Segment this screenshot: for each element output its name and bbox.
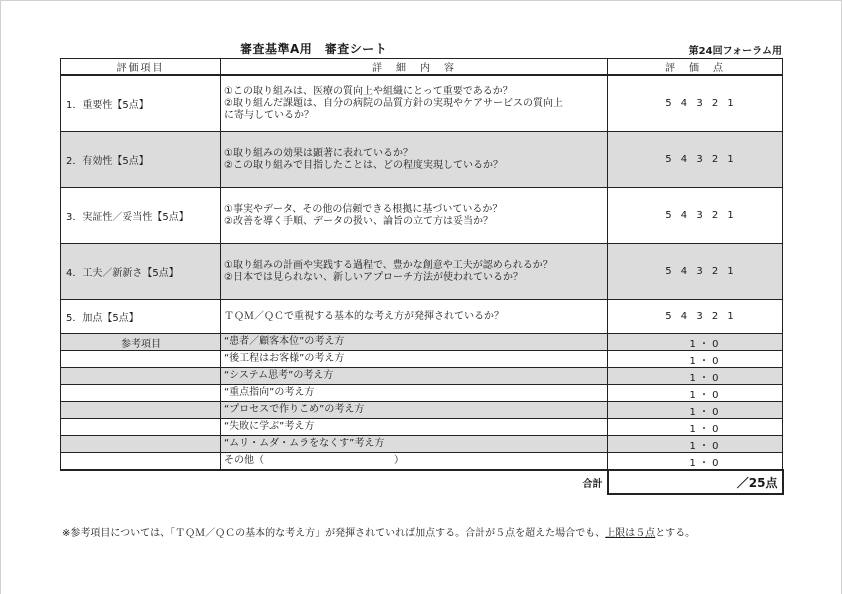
reference-empty-cell <box>61 419 221 436</box>
detail-line: ①取り組みの計画や実践する過程で、豊かな創意や工夫が認められるか？ <box>224 259 553 271</box>
page-border-left <box>0 0 1 594</box>
reference-item: その他（ ） <box>221 453 608 471</box>
footnote-limit-text: 上限は <box>605 528 636 539</box>
total-value[interactable]: ／25点 <box>608 470 783 494</box>
footnote <box>62 524 822 539</box>
reference-empty-cell <box>61 368 221 385</box>
criterion-detail <box>221 132 608 188</box>
reference-row <box>61 334 783 351</box>
detail-line: ②改善を導く手順、データの扱い、論旨の立て方は妥当か？ <box>224 215 493 227</box>
detail-line: に寄与しているか？ <box>224 109 314 121</box>
reference-row <box>61 436 783 453</box>
page-border-top <box>0 0 842 1</box>
score-scale[interactable]: 5 4 3 2 1 <box>608 75 783 132</box>
criterion-row-validity <box>61 188 783 244</box>
reference-row <box>61 453 783 471</box>
score-scale[interactable]: 5 4 3 2 1 <box>608 300 783 334</box>
total-spacer <box>61 470 221 494</box>
footnote-limit-value: ５点 <box>635 528 656 539</box>
criterion-label: 3．実証性／妥当性【5点】 <box>61 188 221 244</box>
total-row <box>61 470 783 494</box>
criterion-label: 5．加点【5点】 <box>61 300 221 334</box>
reference-row <box>61 351 783 368</box>
detail-line: ＴＱＭ／ＱＣで重視する基本的な考え方が発揮されているか？ <box>224 310 504 322</box>
reference-score[interactable]: 1 ・ 0 <box>608 351 783 368</box>
score-scale[interactable]: 5 4 3 2 1 <box>608 132 783 188</box>
reference-empty-cell <box>61 453 221 471</box>
reference-empty-cell <box>61 351 221 368</box>
criterion-label: 2．有効性【5点】 <box>61 132 221 188</box>
column-header-detail: 詳 細 内 容 <box>221 59 608 76</box>
reference-score[interactable]: 1 ・ 0 <box>608 453 783 471</box>
reference-empty-cell <box>61 385 221 402</box>
reference-score[interactable]: 1 ・ 0 <box>608 402 783 419</box>
detail-line: ②取り組んだ課題は、自分の病院の品質方針の実現やケアサービスの質向上 <box>224 97 563 109</box>
reference-row <box>61 368 783 385</box>
reference-score[interactable]: 1 ・ 0 <box>608 419 783 436</box>
detail-line: ①この取り組みは、医療の質向上や組織にとって重要であるか？ <box>224 85 513 97</box>
score-scale[interactable]: 5 4 3 2 1 <box>608 188 783 244</box>
total-label: 合計 <box>221 470 608 494</box>
criterion-detail <box>221 244 608 300</box>
table-header-row <box>61 59 783 76</box>
evaluation-table <box>60 58 784 495</box>
reference-score[interactable]: 1 ・ 0 <box>608 368 783 385</box>
reference-score[interactable]: 1 ・ 0 <box>608 385 783 402</box>
footnote-tail: とする。 <box>655 528 696 539</box>
reference-empty-cell <box>61 436 221 453</box>
reference-item: “失敗に学ぶ”考え方 <box>221 419 608 436</box>
criterion-detail <box>221 75 608 132</box>
criterion-label: 4．工夫／新新さ【5点】 <box>61 244 221 300</box>
reference-item: “後工程はお客様”の考え方 <box>221 351 608 368</box>
reference-item: “重点指向”の考え方 <box>221 385 608 402</box>
criterion-row-importance <box>61 75 783 132</box>
criterion-row-novelty <box>61 244 783 300</box>
criterion-detail <box>221 300 608 334</box>
criterion-row-effectiveness <box>61 132 783 188</box>
reference-item: “ムリ・ムダ・ムラをなくす”考え方 <box>221 436 608 453</box>
reference-score[interactable]: 1 ・ 0 <box>608 334 783 351</box>
criterion-label: 1．重要性【5点】 <box>61 75 221 132</box>
reference-row <box>61 385 783 402</box>
reference-empty-cell <box>61 402 221 419</box>
reference-row <box>61 402 783 419</box>
reference-row <box>61 419 783 436</box>
edition-label: 第24回フォーラム用 <box>688 46 782 57</box>
detail-line: ②日本では見られない、新しいアプローチ方法が使われているか？ <box>224 271 523 283</box>
reference-item: “プロセスで作りこめ”の考え方 <box>221 402 608 419</box>
column-header-item: 評価項目 <box>61 59 221 76</box>
criterion-row-bonus <box>61 300 783 334</box>
criterion-detail <box>221 188 608 244</box>
reference-item: “患者／顧客本位”の考え方 <box>221 334 608 351</box>
reference-item: “システム思考”の考え方 <box>221 368 608 385</box>
detail-line: ①事実やデータ、その他の信頼できる根拠に基づいているか？ <box>224 203 503 215</box>
footnote-text: ※参考項目については、「ＴＱＭ／ＱＣの基本的な考え方」が発揮されていれば加点する。合計が５点を超えた場合でも、 <box>62 528 606 539</box>
reference-heading: 参考項目 <box>61 334 221 351</box>
score-scale[interactable]: 5 4 3 2 1 <box>608 244 783 300</box>
sheet-title: 審査基準A用 審査シート <box>240 42 388 56</box>
detail-line: ①取り組みの効果は顕著に表れているか？ <box>224 147 413 159</box>
column-header-score: 評 価 点 <box>608 59 783 76</box>
reference-score[interactable]: 1 ・ 0 <box>608 436 783 453</box>
detail-line: ②この取り組みで目指したことは、どの程度実現しているか？ <box>224 159 503 171</box>
